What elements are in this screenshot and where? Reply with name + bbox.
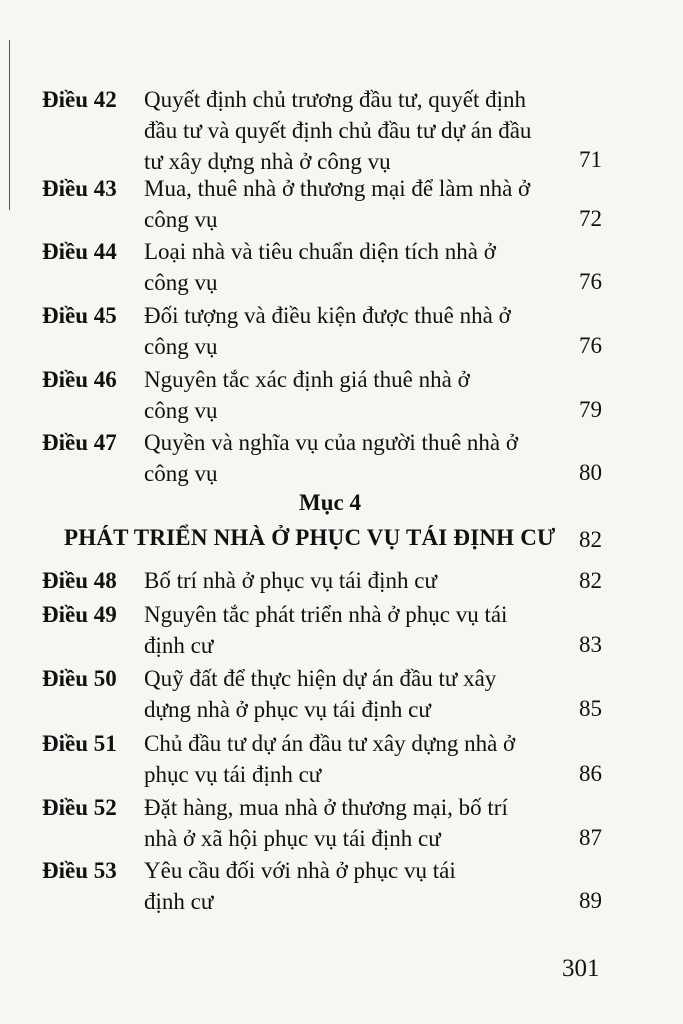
article-title: Đặt hàng, mua nhà ở thương mại, bố trí nhà ở xã hội phục vụ tái định cư — [144, 795, 508, 851]
toc-entry — [42, 855, 602, 917]
article-label: Điều 42 — [42, 87, 117, 112]
page-number: 82 — [579, 568, 602, 593]
page-number: 72 — [579, 206, 602, 231]
article-label: Điều 50 — [42, 666, 117, 691]
section-page-number: 82 — [579, 527, 602, 552]
article-label: Điều 48 — [42, 568, 117, 593]
page-number: 76 — [579, 333, 602, 358]
article-label: Điều 44 — [42, 239, 117, 264]
article-title: Chủ đầu tư dự án đầu tư xây dựng nhà ở phục vụ tái định cư — [144, 731, 516, 787]
article-label: Điều 46 — [42, 367, 117, 392]
toc-entry — [42, 663, 602, 725]
footer-page-number: 301 — [562, 955, 600, 982]
section-title: PHÁT TRIỂN NHÀ Ở PHỤC VỤ TÁI ĐỊNH CƯ — [64, 525, 556, 550]
page-number: 79 — [579, 397, 602, 422]
page-number: 89 — [579, 888, 602, 913]
article-label: Điều 45 — [42, 303, 117, 328]
toc-entry — [42, 565, 602, 596]
article-title: Quỹ đất để thực hiện dự án đầu tư xây dựng nhà ở phục vụ tái định cư — [144, 666, 497, 722]
page-number: 80 — [579, 460, 602, 485]
article-title: Quyền và nghĩa vụ của người thuê nhà ở công vụ — [144, 430, 519, 486]
article-title: Quyết định chủ trương đầu tư, quyết định đầu tư và quyết định chủ đầu tư dự án đầu tư xây dựng nhà ở công vụ — [144, 87, 532, 174]
article-title: Bố trí nhà ở phục vụ tái định cư — [144, 568, 437, 593]
page-number: 87 — [579, 825, 602, 850]
article-label: Điều 43 — [42, 176, 117, 201]
article-label: Điều 51 — [42, 731, 117, 756]
article-label: Điều 52 — [42, 795, 117, 820]
article-title: Loại nhà và tiêu chuẩn diện tích nhà ở công vụ — [144, 239, 496, 295]
article-title: Nguyên tắc xác định giá thuê nhà ở công vụ — [144, 367, 470, 423]
article-label: Điều 47 — [42, 430, 117, 455]
toc-entry — [42, 236, 602, 298]
page-edge-line — [9, 40, 10, 210]
toc-entry — [42, 599, 602, 661]
article-title: Yêu cầu đối với nhà ở phục vụ tái định cư — [144, 858, 456, 914]
page-number: 83 — [579, 632, 602, 657]
article-title: Đối tượng và điều kiện được thuê nhà ở công vụ — [144, 303, 511, 359]
toc-entry — [42, 364, 602, 426]
page-number: 76 — [579, 269, 602, 294]
article-label: Điều 53 — [42, 858, 117, 883]
toc-entry — [42, 300, 602, 362]
toc-entry — [42, 728, 602, 790]
toc-entry — [42, 84, 602, 177]
toc-entry — [42, 173, 602, 235]
article-title: Mua, thuê nhà ở thương mại để làm nhà ở công vụ — [144, 176, 531, 232]
article-title: Nguyên tắc phát triển nhà ở phục vụ tái định cư — [144, 602, 508, 658]
toc-entry — [42, 792, 602, 854]
article-label: Điều 49 — [42, 602, 117, 627]
section-label: Mục 4 — [299, 490, 361, 515]
page-number: 86 — [579, 761, 602, 786]
page-number: 85 — [579, 696, 602, 721]
page-number: 71 — [579, 147, 602, 172]
toc-entry — [42, 427, 602, 489]
